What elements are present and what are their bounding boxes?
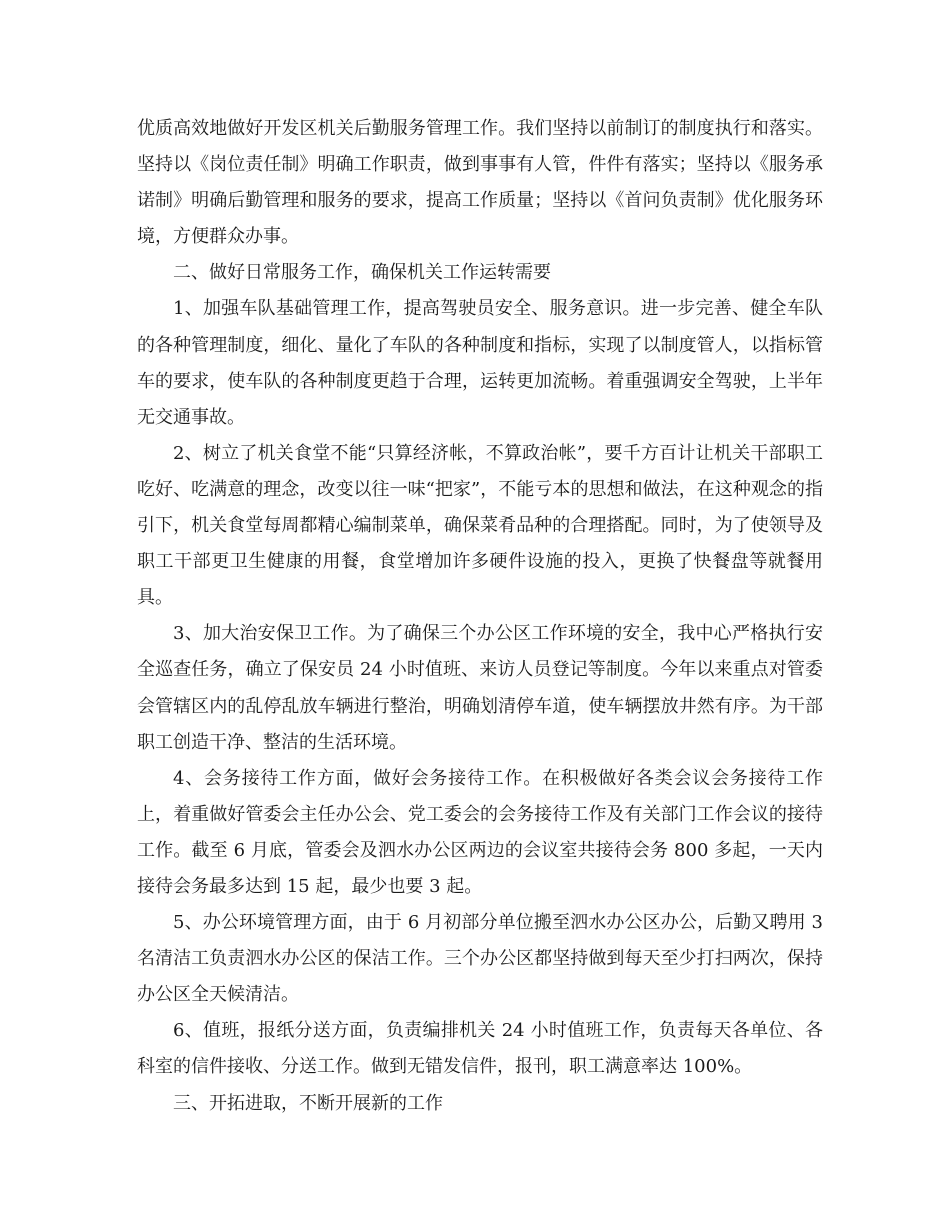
paragraph-continuation: 优质高效地做好开发区机关后勤服务管理工作。我们坚持以前制订的制度执行和落实。坚持以《岗位责任制》明确工作职责，做到事事有人管，件件有落实；坚持以《服务承诺制》明确后勤管理和服务的要求，提高工作质量；坚持以《首问负责制》优化服务环境，方便群众办事。	[137, 118, 823, 248]
paragraph-fleet-management: 1、加强车队基础管理工作，提高驾驶员安全、服务意识。进一步完善、健全车队的各种管理制度，细化、量化了车队的各种制度和指标，实现了以制度管人，以指标管车的要求，使车队的各种制度更趋于合理，运转更加流畅。着重强调安全驾驶，上半年无交通事故。	[137, 298, 823, 428]
section-heading-three: 三、开拓进取，不断开展新的工作	[173, 1092, 443, 1114]
paragraph-office-environment: 5、办公环境管理方面，由于 6 月初部分单位搬至泗水办公区办公，后勤又聘用 3 名清洁工负责泗水办公区的保洁工作。三个办公区都坚持做到每天至少打扫两次，保持办公区全天候清洁。	[137, 912, 823, 1006]
paragraph-canteen: 2、树立了机关食堂不能“只算经济帐，不算政治帐”，要千方百计让机关干部职工吃好、吃满意的理念，改变以往一味“把家”，不能亏本的思想和做法，在这种观念的指引下，机关食堂每周都精心编制菜单，确保菜肴品种的合理搭配。同时，为了使领导及职工干部更卫生健康的用餐，食堂增加许多硬件设施的投入，更换了快餐盘等就餐用具。	[137, 442, 823, 609]
paragraph-security: 3、加大治安保卫工作。为了确保三个办公区工作环境的安全，我中心严格执行安全巡查任务，确立了保安员 24 小时值班、来访人员登记等制度。今年以来重点对管委会管辖区内的乱停乱放车辆进行整治，明确划清停车道，使车辆摆放井然有序。为干部职工创造干净、整洁的生活环境。	[137, 623, 823, 753]
document-body	[137, 111, 823, 1122]
paragraph-duty-newspaper: 6、值班，报纸分送方面，负责编排机关 24 小时值班工作，负责每天各单位、各科室的信件接收、分送工作。做到无错发信件，报刊，职工满意率达 100%。	[137, 1020, 823, 1078]
paragraph-meeting-reception: 4、会务接待工作方面，做好会务接待工作。在积极做好各类会议会务接待工作上，着重做好管委会主任办公会、党工委会的会务接待工作及有关部门工作会议的接待工作。截至 6 月底，管委会及泗水办公区两边的会议室共接待会务 800 多起，一天内接待会务最多达到 15 起，最少也要 3 起。	[137, 767, 823, 897]
section-heading-two: 二、做好日常服务工作，确保机关工作运转需要	[173, 262, 551, 284]
